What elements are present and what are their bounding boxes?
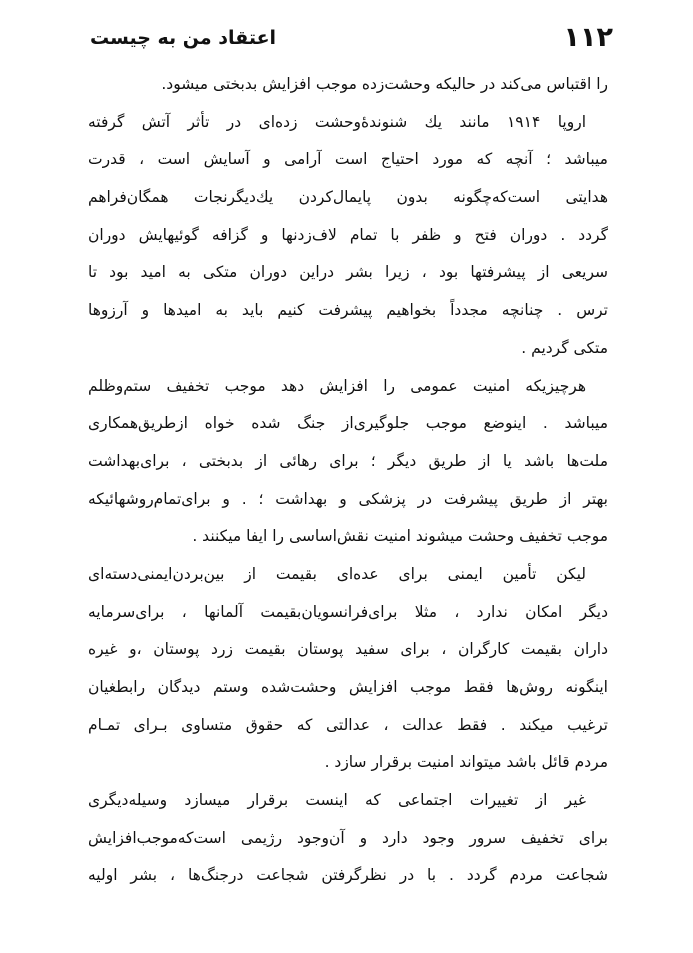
- text-line: متکی گردیم .: [521, 338, 608, 357]
- text-line: داران بقیمت کارگران ، برای سفید پوستان بقیمت زرد پوستان ،و غیره: [88, 640, 608, 659]
- text-line: غیر از تغییرات اجتماعی که اینست برقرار میسازد وسیله‌دیگری: [88, 791, 586, 810]
- text-line: برای تخفیف سرور وجود دارد و آن‌وجود رژیمی است‌که‌موجب‌افزایش: [88, 828, 608, 847]
- text-line: سریعی از پیشرفتها بود ، زیرا بشر دراین دوران متکی به امید بود تا: [88, 263, 608, 282]
- text-line: مردم قائل باشد میتواند امنیت برقرار سازد .: [324, 753, 608, 772]
- text-line: شجاعت مردم گردد . با در نظرگرفتن شجاعت درجنگ‌ها ، بشر اولیه: [88, 866, 608, 885]
- text-line: را اقتباس می‌کند در حالیکه وحشت‌زده موجب افزایش بدبختی میشود.: [161, 75, 608, 93]
- text-line: ترس . چنانچه مجدداً بخواهیم پیشرفت کنیم باید به امیدها و آرزوها: [88, 301, 608, 320]
- text-line: ملت‌ها باشد یا از طریق دیگر ؛ برای رهائی از بدبختی ، برای‌بهداشت: [88, 451, 608, 470]
- body-text: [88, 66, 608, 895]
- text-line: هدایتی است‌که‌چگونه بدون پایمال‌کردن یك‌دیگرنجات همگان‌فراهم: [88, 188, 608, 207]
- text-line: موجب تخفیف وحشت میشوند امنیت نقش‌اساسی را ایفا میکنند .: [192, 527, 608, 546]
- text-line: بهتر از طریق پیشرفت در پزشکی و بهداشت ؛ . و برای‌تمام‌روشهائیکه: [88, 489, 608, 508]
- text-line: میباشد . اینوضع موجب جلوگیری‌از جنگ شده خواه ازطریق‌همکاری: [88, 414, 608, 433]
- text-line: میباشد ؛ آنچه که مورد احتیاج است آرامی و آسایش است ، قدرت: [88, 150, 608, 169]
- text-line: اینگونه روش‌ها فقط موجب افزایش وحشت‌شده وستم دیدگان رابطغیان: [88, 678, 608, 696]
- page-header: [90, 18, 613, 58]
- text-line: دیگر امکان ندارد ، مثلا برای‌فرانسویان‌بقیمت آلمانها ، برای‌سرمایه: [88, 602, 608, 621]
- text-line: لیکن تأمین ایمنی برای عده‌ای بقیمت از بین‌بردن‌ایمنی‌دسته‌ای: [88, 564, 586, 583]
- text-line: اروپا ۱۹۱۴ مانند یك شنونده‌ٔوحشت زده‌ای در تأثر آتش گرفته: [88, 112, 587, 131]
- running-title: اعتقاد من به چیست: [90, 27, 277, 49]
- text-line: ترغیب میکند . فقط عدالت ، عدالتی که حقوق متساوی بـرای تمـام: [88, 715, 608, 734]
- page-number: ۱۱۲: [563, 22, 613, 53]
- text-line: گردد . دوران فتح و ظفر با تمام لاف‌زدنها و گزافه گوئیهایش دوران: [88, 225, 608, 244]
- text-line: هرچیزیکه امنیت عمومی را افزایش دهد موجب تخفیف ستم‌وظلم: [88, 376, 586, 395]
